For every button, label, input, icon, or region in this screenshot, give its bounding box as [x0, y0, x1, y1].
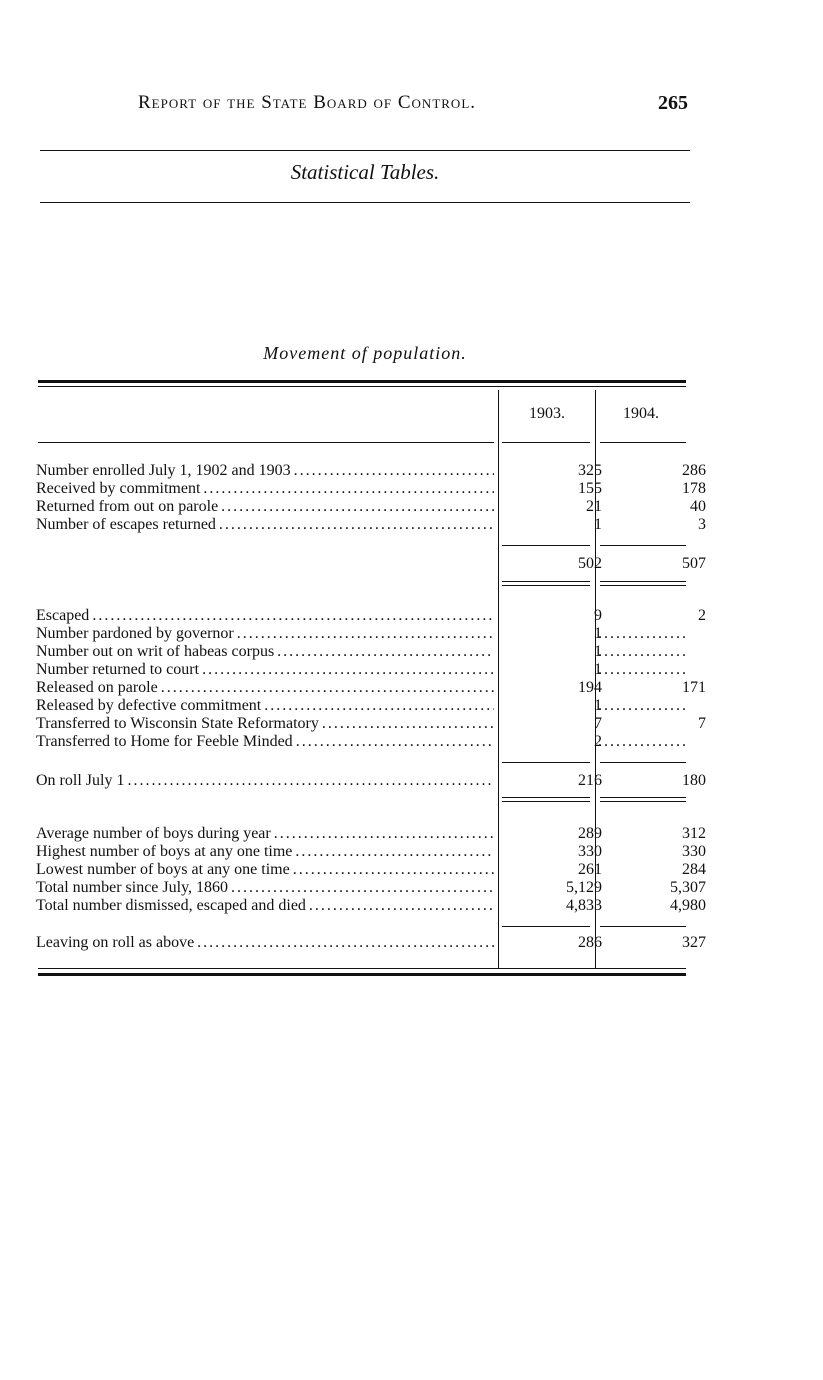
value-1904: 4,980 [670, 897, 706, 914]
value-1903: 1 [594, 516, 602, 533]
header-rule [40, 150, 690, 151]
value-1903: 2 [594, 733, 602, 750]
empty-cell-leader [598, 643, 686, 661]
table-row [36, 843, 706, 861]
row-label: Released by defective commitment . . . [36, 697, 494, 715]
value-1903: 325 [578, 462, 602, 479]
value-1903: 1 [594, 661, 602, 678]
row-label: Transferred to Home for Feeble Minded . . . [36, 733, 494, 751]
subtotal-double-rule-1903 [502, 581, 590, 586]
table-row [36, 625, 686, 643]
value-1903: 1 [594, 643, 602, 660]
on-roll-double-rule-1904 [600, 797, 686, 802]
section-rule [40, 202, 690, 203]
row-label: Number returned to court . . . [36, 661, 494, 679]
row-label: Returned from out on parole . . . [36, 498, 494, 516]
value-1903: 7 [594, 715, 602, 732]
table-row [36, 879, 706, 897]
value-1903: 194 [578, 679, 602, 696]
value-1904: 180 [682, 772, 706, 789]
on-roll-double-rule-1903 [502, 797, 590, 802]
subtotal-double-rule-1904 [600, 581, 686, 586]
table-top-rule-thin [38, 386, 686, 387]
empty-cell-leader [598, 661, 686, 679]
value-1904: 330 [682, 843, 706, 860]
value-1903: 1 [594, 697, 602, 714]
value-1903: 4,833 [566, 897, 602, 914]
row-label: Released on parole . . . [36, 679, 494, 697]
row-label: Total number since July, 1860 . . . [36, 879, 494, 897]
table-bottom-rule [38, 973, 686, 976]
row-label: Leaving on roll as above . . . [36, 934, 494, 952]
value-1904: 3 [698, 516, 706, 533]
row-label: Received by commitment . . . [36, 480, 494, 498]
value-1904: 171 [682, 679, 706, 696]
leaving-row [36, 934, 706, 952]
value-1903: 21 [586, 498, 602, 515]
table-row [36, 715, 706, 733]
row-label: Highest number of boys at any one time . . . [36, 843, 494, 861]
table-row [36, 679, 706, 697]
running-title: Report of the State Board of Control. [138, 92, 477, 113]
row-label: Number out on writ of habeas corpus . . . [36, 643, 494, 661]
row-label: Lowest number of boys at any one time . . . [36, 861, 494, 879]
subtotal-rule-1903 [502, 545, 590, 546]
value-1903: 261 [578, 861, 602, 878]
row-label: Number of escapes returned . . . [36, 516, 494, 534]
value-1903: 9 [594, 607, 602, 624]
value-1903: 1 [594, 625, 602, 642]
table-row [36, 861, 706, 879]
running-head [40, 92, 690, 124]
value-1903: 286 [578, 934, 602, 951]
row-label: On roll July 1 . . . [36, 772, 494, 790]
subtotal-row [36, 555, 706, 573]
value-1904: 312 [682, 825, 706, 842]
value-1904: 284 [682, 861, 706, 878]
table-row [36, 462, 706, 480]
on-roll-rule-1903 [502, 762, 590, 763]
table-row [36, 661, 686, 679]
table-bottom-rule-thin [38, 968, 686, 969]
value-1904: 5,307 [670, 879, 706, 896]
leaving-rule-1903 [502, 926, 590, 927]
empty-cell-leader [598, 733, 686, 751]
value-1903: 155 [578, 480, 602, 497]
table-row [36, 498, 706, 516]
table-row [36, 643, 686, 661]
table-caption: Movement of population. [263, 343, 467, 363]
row-label: Total number dismissed, escaped and died . . . [36, 897, 494, 915]
table-row [36, 697, 686, 715]
header-rule-stub [38, 442, 494, 443]
empty-cell-leader [598, 697, 686, 715]
table-top-rule [38, 380, 686, 383]
row-label: Number pardoned by governor . . . [36, 625, 494, 643]
value-1904: 2 [698, 607, 706, 624]
row-label: Number enrolled July 1, 1902 and 1903 . . . [36, 462, 494, 480]
table-row [36, 733, 686, 751]
value-1903: 5,129 [566, 879, 602, 896]
empty-cell-leader [598, 625, 686, 643]
row-label: Average number of boys during year . . . [36, 825, 494, 843]
table-row [36, 607, 706, 625]
value-1904: 40 [690, 498, 706, 515]
value-1903: 289 [578, 825, 602, 842]
header-rule-1904 [600, 442, 686, 443]
header-rule-1903 [502, 442, 590, 443]
table-row [36, 825, 706, 843]
column-header-1903: 1903. [529, 405, 565, 422]
table-row [36, 897, 706, 915]
value-1903: 216 [578, 772, 602, 789]
value-1904: 178 [682, 480, 706, 497]
value-1904: 286 [682, 462, 706, 479]
value-1903: 330 [578, 843, 602, 860]
on-roll-rule-1904 [600, 762, 686, 763]
subtotal-rule-1904 [600, 545, 686, 546]
subtotal-1903: 502 [578, 555, 602, 572]
column-header-1904: 1904. [623, 405, 659, 422]
row-label: Escaped . . . [36, 607, 494, 625]
leaving-rule-1904 [600, 926, 686, 927]
value-1904: 7 [698, 715, 706, 732]
on-roll-row [36, 772, 706, 790]
section-title: Statistical Tables. [290, 160, 440, 184]
row-label: Transferred to Wisconsin State Reformatory . . . [36, 715, 494, 733]
page-number: 265 [658, 92, 688, 114]
table-row [36, 516, 706, 534]
value-1904: 327 [682, 934, 706, 951]
table-row [36, 480, 706, 498]
subtotal-1904: 507 [682, 555, 706, 572]
